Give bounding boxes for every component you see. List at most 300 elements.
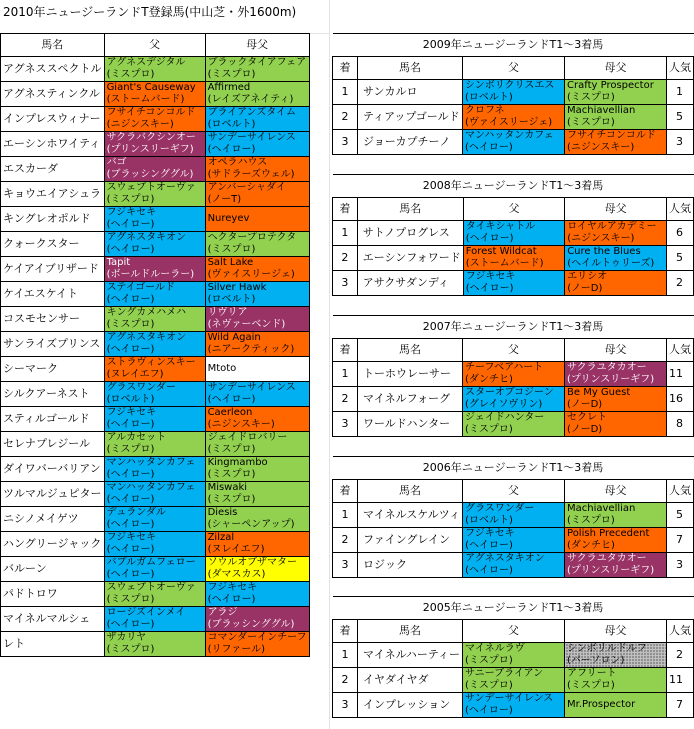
horse-name-cell xyxy=(358,412,463,437)
horse-name: マイネルハーティー xyxy=(362,648,461,661)
sire-line: (ミスプロ) xyxy=(106,444,155,455)
place-cell xyxy=(333,553,358,578)
header-horse-name: 馬名 xyxy=(357,620,462,643)
dam-sire-cell xyxy=(205,582,309,607)
sire-cell xyxy=(104,332,205,357)
horse-name-cell xyxy=(1,532,105,557)
sire-name: スウェプトオーヴァ xyxy=(106,582,196,593)
popularity: 6 xyxy=(676,226,683,239)
header-sire: 父 xyxy=(104,34,205,57)
popularity: 5 xyxy=(676,251,683,264)
sire-cell xyxy=(463,105,565,130)
place-cell xyxy=(333,643,358,668)
sire-cell xyxy=(104,207,205,232)
sire-cell xyxy=(104,532,205,557)
horse-name: キョウエイアシュラ xyxy=(3,187,102,200)
horse-name: アグネスティンクル xyxy=(3,87,100,100)
dam-sire-name: サンデーサイレンス xyxy=(207,132,296,143)
sire-line: (ミスプロ) xyxy=(465,680,513,691)
sire-line: (ヘイロー) xyxy=(465,540,513,551)
sire-cell xyxy=(104,382,205,407)
popularity-cell xyxy=(667,80,694,105)
sire-cell xyxy=(463,693,565,718)
sire-line: (ダンチヒ) xyxy=(465,374,513,385)
sire-name: スウェプトオーヴァ xyxy=(106,182,196,193)
dam-sire-cell xyxy=(565,387,667,412)
popularity-cell xyxy=(666,643,693,668)
place-cell xyxy=(333,387,358,412)
header-popularity: 人気 xyxy=(667,57,694,80)
sire-line: (ミスプロ) xyxy=(465,424,513,435)
table-row xyxy=(1,582,310,607)
sire-name: フジキセキ xyxy=(465,528,515,539)
dam-sire-line: (ヘイロー) xyxy=(207,394,256,405)
sire-line: (ヘイロー) xyxy=(465,283,514,294)
dam-sire-line: (リファール) xyxy=(207,644,265,655)
table-row xyxy=(1,57,310,82)
horse-name-cell xyxy=(1,432,105,457)
sire-line: (ヘイロー) xyxy=(106,619,155,630)
horse-name-cell xyxy=(1,357,105,382)
table-header-row xyxy=(333,339,694,362)
horse-name-cell xyxy=(1,282,105,307)
sire-name: タイキシャトル xyxy=(465,221,536,232)
horse-name: サトノプログレス xyxy=(362,226,450,239)
dam-sire-name: ヘクタープロテクタ xyxy=(207,232,297,243)
dam-sire-name: Crafty Prospector xyxy=(567,80,654,91)
sire-line: (ヘイロー) xyxy=(106,344,155,355)
popularity: 16 xyxy=(669,392,683,405)
table-row xyxy=(333,105,694,130)
sire-line: (ヘイロー) xyxy=(106,569,155,580)
dam-sire-line: (ヘイロー) xyxy=(207,594,256,605)
page-title: 2010年ニュージーランドT登録馬(中山芝・外1600m) xyxy=(3,5,297,19)
dam-sire-line: (サドラーズウェル) xyxy=(207,169,295,180)
dam-sire-line: (ミスプロ) xyxy=(207,69,256,80)
popularity-cell xyxy=(666,528,693,553)
dam-sire-name: ソウルオブザマター xyxy=(207,557,297,568)
dam-sire-name: Miswaki xyxy=(207,482,248,493)
sire-name: ザカリヤ xyxy=(106,632,147,643)
sire-name: マイネルラヴ xyxy=(465,643,525,654)
table-row xyxy=(1,357,310,382)
horse-name: マイネルマルシェ xyxy=(3,612,91,625)
table-row xyxy=(333,668,694,693)
dam-sire-name: セクレト xyxy=(567,412,607,423)
popularity-cell xyxy=(666,221,693,246)
dam-sire-cell xyxy=(205,157,309,182)
sire-cell xyxy=(463,130,565,155)
sire-cell xyxy=(104,257,205,282)
popularity: 7 xyxy=(676,698,683,711)
dam-sire-name: Diesis xyxy=(207,507,238,518)
sire-name: キングカメハメハ xyxy=(106,307,187,318)
place: 1 xyxy=(341,648,349,661)
sire-name: マンハッタンカフェ xyxy=(465,130,554,141)
dam-sire-cell xyxy=(205,332,309,357)
header-place: 着 xyxy=(333,57,358,80)
place: 3 xyxy=(341,698,349,711)
dam-sire-cell xyxy=(565,668,667,693)
sire-line: (ミスプロ) xyxy=(106,69,155,80)
popularity-cell xyxy=(666,668,693,693)
popularity: 3 xyxy=(676,135,683,148)
sire-name: サニーブライアン xyxy=(465,668,544,679)
table-row xyxy=(1,232,310,257)
horse-name-cell xyxy=(1,132,105,157)
horse-name: コスモセンサー xyxy=(3,312,80,325)
sire-cell xyxy=(104,607,205,632)
sire-name: チーフベアハート xyxy=(465,362,544,373)
dam-sire-name: Zilzal xyxy=(207,532,235,543)
horse-name: エーシンホワイティ xyxy=(3,137,101,150)
sire-name: マンハッタンカフェ xyxy=(106,482,196,493)
sire-cell xyxy=(104,307,205,332)
horse-name-cell xyxy=(1,257,105,282)
sire-line: (ヘイロー) xyxy=(106,219,155,230)
dam-sire-name: アンバーシャダイ xyxy=(207,182,286,193)
dam-sire-line: (ミスプロ) xyxy=(567,680,615,691)
dam-sire-cell xyxy=(565,693,667,718)
table-row xyxy=(1,207,310,232)
sire-name: ジェイドハンター xyxy=(465,412,545,423)
place: 1 xyxy=(341,85,349,98)
header-place: 着 xyxy=(333,480,358,503)
horse-name: ロジック xyxy=(362,558,407,571)
sire-cell xyxy=(104,107,205,132)
dam-sire-name: ブライアンズタイム xyxy=(207,107,297,118)
table-row xyxy=(333,412,694,437)
horse-name-cell xyxy=(1,207,105,232)
horse-name: クォークスター xyxy=(3,237,80,250)
sire-line: (ミスプロ) xyxy=(465,655,513,666)
dam-sire-line: (ミスプロ) xyxy=(207,244,256,255)
sire-line: (ストームバード) xyxy=(106,94,185,105)
horse-name: ジョーカプチーノ xyxy=(363,135,451,148)
horse-name-cell xyxy=(357,668,462,693)
table-row xyxy=(1,107,310,132)
dam-sire-cell xyxy=(205,557,309,582)
dam-sire-name: Kingmambo xyxy=(207,457,268,468)
section-title-row xyxy=(333,175,694,198)
horse-name: サンライズプリンス xyxy=(3,337,101,350)
dam-sire-cell xyxy=(565,105,667,130)
dam-sire-cell xyxy=(205,307,309,332)
table-row xyxy=(1,382,310,407)
dam-sire-line: (ロベルト) xyxy=(207,119,256,130)
dam-sire-line: (ミスプロ) xyxy=(567,515,615,526)
header-place: 着 xyxy=(333,339,358,362)
dam-sire-cell xyxy=(205,507,309,532)
sire-name: バブルガムフェロー xyxy=(106,557,196,568)
place: 3 xyxy=(341,417,349,430)
sire-cell xyxy=(104,82,205,107)
dam-sire-cell xyxy=(565,271,667,296)
dam-sire-name: リヴリア xyxy=(207,307,248,318)
dam-sire-cell xyxy=(565,503,667,528)
horse-name: サンカルロ xyxy=(363,85,418,98)
table-row xyxy=(333,553,694,578)
header-sire: 父 xyxy=(463,339,565,362)
horse-name: スティルゴールド xyxy=(3,412,90,425)
dam-sire-line: (ミスプロ) xyxy=(207,444,256,455)
header-dam-sire: 母父 xyxy=(565,198,667,221)
sire-name: サクラバクシンオー xyxy=(106,132,196,143)
horse-name: ワールドハンター xyxy=(363,417,451,430)
table-row xyxy=(333,271,694,296)
horse-name-cell xyxy=(358,80,463,105)
sire-line: (グレイソヴリン) xyxy=(465,399,543,410)
dam-sire-name: アラジ xyxy=(207,607,238,618)
dam-sire-line: (ロベルト) xyxy=(207,294,256,305)
sire-cell xyxy=(463,271,564,296)
place-cell xyxy=(333,130,358,155)
horse-name: アサクサダンディ xyxy=(362,276,449,289)
horse-name: アグネススペクトル xyxy=(3,62,102,75)
horse-name-cell xyxy=(357,528,462,553)
dam-sire-line: (レイズアネイティ) xyxy=(207,94,294,105)
table-row xyxy=(333,362,694,387)
horse-name: ケイアイブリザード xyxy=(3,262,99,275)
popularity-cell xyxy=(667,130,694,155)
sire-cell xyxy=(104,132,205,157)
dam-sire-name: サンデーサイレンス xyxy=(207,382,296,393)
dam-sire-line: (ミスプロ) xyxy=(207,469,256,480)
popularity-cell xyxy=(667,362,694,387)
horse-name: パドトロワ xyxy=(3,587,58,600)
dam-sire-cell xyxy=(565,130,667,155)
horse-name: ダイワバーバリアン xyxy=(3,462,101,475)
table-header-row xyxy=(333,57,694,80)
horse-name: セレナプレジール xyxy=(3,437,91,450)
sire-name: アグネスタキオン xyxy=(106,232,187,243)
sire-name: アグネスタキオン xyxy=(465,553,545,564)
dam-sire-cell xyxy=(205,357,309,382)
sire-cell xyxy=(104,232,205,257)
sire-line: (ヘイロー) xyxy=(465,142,513,153)
horse-name: マイネルスケルツィ xyxy=(362,508,461,521)
popularity: 1 xyxy=(676,85,683,98)
table-row xyxy=(333,693,694,718)
sire-cell xyxy=(463,528,565,553)
place-cell xyxy=(333,412,358,437)
dam-sire-name: ロイヤルアカデミー xyxy=(567,221,657,232)
sire-line: (ヘイロー) xyxy=(106,519,155,530)
horse-name: イヤダイヤダ xyxy=(362,673,429,686)
header-dam-sire: 母父 xyxy=(565,339,667,362)
sire-name: フジキセキ xyxy=(106,532,157,543)
sire-cell xyxy=(104,282,205,307)
dam-sire-name: Nureyev xyxy=(207,213,250,224)
sire-name: グラスワンダー xyxy=(465,503,535,514)
header-sire: 父 xyxy=(463,620,565,643)
dam-sire-line: (シャーペンアップ) xyxy=(207,519,295,530)
dam-sire-line: (ヌレイエフ) xyxy=(207,544,265,555)
place: 3 xyxy=(341,135,349,148)
sire-cell xyxy=(463,80,565,105)
dam-sire-name: ブラックタイアフェア xyxy=(207,57,307,68)
sire-name: デュランダル xyxy=(106,507,166,518)
registered-horses-table xyxy=(0,33,310,657)
place-cell xyxy=(333,528,358,553)
dam-sire-cell xyxy=(565,246,667,271)
dam-sire-line: (ヘイロー) xyxy=(207,144,256,155)
dam-sire-line: (ノーT) xyxy=(207,194,242,205)
popularity-cell xyxy=(667,387,694,412)
section-title-row xyxy=(333,34,694,57)
place: 2 xyxy=(341,110,349,123)
header-horse-name: 馬名 xyxy=(357,480,462,503)
table-row xyxy=(1,607,310,632)
dam-sire-cell xyxy=(205,82,309,107)
horse-name-cell xyxy=(1,457,105,482)
horse-name-cell xyxy=(358,105,463,130)
dam-sire-line: (ダンチヒ) xyxy=(567,540,615,551)
horse-name: インプレッション xyxy=(362,698,451,711)
dam-sire-cell xyxy=(565,412,667,437)
dam-sire-cell xyxy=(565,221,667,246)
dam-sire-name: Machiavellian xyxy=(567,105,636,116)
results-table xyxy=(332,596,694,718)
table-row xyxy=(1,432,310,457)
sire-name: フジキセキ xyxy=(465,271,516,282)
sire-cell xyxy=(104,582,205,607)
dam-sire-name: Mr.Prospector xyxy=(567,699,636,710)
horse-name-cell xyxy=(1,507,105,532)
sire-cell xyxy=(104,57,205,82)
header-horse-name: 馬名 xyxy=(358,57,463,80)
sire-line: (ミスプロ) xyxy=(106,594,155,605)
popularity-cell xyxy=(666,271,693,296)
popularity: 8 xyxy=(676,417,683,430)
sire-name: ロージズインメイ xyxy=(106,607,186,618)
sire-line: (ボールドルーラー) xyxy=(106,269,195,280)
dam-sire-line: (ノーD) xyxy=(567,424,603,435)
sire-line: (ヌレイエフ) xyxy=(106,369,164,380)
dam-sire-line: (ニジンスキー) xyxy=(567,142,635,153)
sire-line: (ミスプロ) xyxy=(106,644,155,655)
header-popularity: 人気 xyxy=(667,339,694,362)
table-row xyxy=(1,132,310,157)
horse-name-cell xyxy=(357,271,463,296)
table-row xyxy=(1,82,310,107)
dam-sire-cell xyxy=(205,232,309,257)
sire-cell xyxy=(463,246,564,271)
header-sire: 父 xyxy=(463,57,565,80)
popularity-cell xyxy=(666,693,693,718)
place: 2 xyxy=(341,392,349,405)
header-popularity: 人気 xyxy=(666,198,693,221)
popularity: 5 xyxy=(676,110,683,123)
dam-sire-name: フジキセキ xyxy=(207,582,258,593)
dam-sire-cell xyxy=(205,457,309,482)
table-row xyxy=(1,482,310,507)
place-cell xyxy=(333,668,358,693)
sire-line: (ミスプロ) xyxy=(106,194,155,205)
dam-sire-cell xyxy=(205,382,309,407)
horse-name: ツルマルジュピター xyxy=(3,487,102,500)
dam-sire-name: サクラユタカオー xyxy=(567,553,647,564)
table-row xyxy=(1,507,310,532)
table-row xyxy=(333,387,694,412)
dam-sire-name: Affirmed xyxy=(207,82,251,93)
horse-name-cell xyxy=(357,503,462,528)
popularity: 5 xyxy=(676,508,683,521)
dam-sire-cell xyxy=(565,80,667,105)
header-place: 着 xyxy=(333,620,358,643)
sire-name: フジキセキ xyxy=(106,407,157,418)
place: 1 xyxy=(341,367,349,380)
sire-line: (プリンスリーギフ) xyxy=(106,144,194,155)
dam-sire-line: (ヘイルトゥリーズ) xyxy=(567,258,655,269)
horse-name: シルクアーネスト xyxy=(3,387,90,400)
dam-sire-line: (ダマスカス) xyxy=(207,569,266,580)
dam-sire-cell xyxy=(205,407,309,432)
header-popularity: 人気 xyxy=(666,480,693,503)
place-cell xyxy=(333,221,358,246)
header-dam-sire: 母父 xyxy=(205,34,309,57)
sire-line: (ヴァイスリージェ) xyxy=(465,117,553,128)
table-row xyxy=(333,503,694,528)
horse-name-cell xyxy=(1,82,105,107)
horse-name: レト xyxy=(3,637,25,650)
place-cell xyxy=(333,693,358,718)
horse-name-cell xyxy=(1,307,105,332)
dam-sire-name: オペラハウス xyxy=(207,157,268,168)
popularity-cell xyxy=(666,553,693,578)
horse-name-cell xyxy=(1,332,105,357)
sire-cell xyxy=(104,482,205,507)
horse-name-cell xyxy=(1,57,105,82)
dam-sire-cell xyxy=(205,432,309,457)
sire-line: (ストームバード) xyxy=(465,258,544,269)
section-title: 2006年ニュージーランドT1～3着馬 xyxy=(333,457,694,480)
sire-line: (ニジンスキー) xyxy=(106,119,174,130)
dam-sire-cell xyxy=(205,482,309,507)
place-cell xyxy=(333,80,358,105)
horse-name-cell xyxy=(357,643,462,668)
popularity-cell xyxy=(667,105,694,130)
horse-name-cell xyxy=(1,157,105,182)
place: 3 xyxy=(341,276,349,289)
dam-sire-line: (ニアークティック) xyxy=(207,344,295,355)
sire-name: フサイチコンコルド xyxy=(106,107,196,118)
horse-name-cell xyxy=(357,693,462,718)
sire-line: (ヘイロー) xyxy=(465,565,513,576)
header-place: 着 xyxy=(333,198,358,221)
sire-line: (ヘイロー) xyxy=(465,233,514,244)
sire-line: (ヘイロー) xyxy=(106,294,155,305)
place: 1 xyxy=(341,508,349,521)
dam-sire-name: Salt Lake xyxy=(207,257,254,268)
sire-cell xyxy=(463,553,565,578)
place-cell xyxy=(333,362,358,387)
sire-line: (ロベルト) xyxy=(106,394,155,405)
sire-name: Tapit xyxy=(106,257,131,268)
table-row xyxy=(1,532,310,557)
popularity-cell xyxy=(666,246,693,271)
sire-cell xyxy=(104,357,205,382)
horse-name-cell xyxy=(1,482,105,507)
results-table xyxy=(332,315,694,437)
dam-sire-name: アフリート xyxy=(567,668,617,679)
section-title: 2007年ニュージーランドT1～3着馬 xyxy=(333,316,694,339)
horse-name: ニシノメイゲツ xyxy=(3,512,79,525)
header-dam-sire: 母父 xyxy=(565,480,667,503)
dam-sire-cell xyxy=(565,643,667,668)
header-horse-name: 馬名 xyxy=(358,339,463,362)
dam-sire-cell xyxy=(205,282,309,307)
